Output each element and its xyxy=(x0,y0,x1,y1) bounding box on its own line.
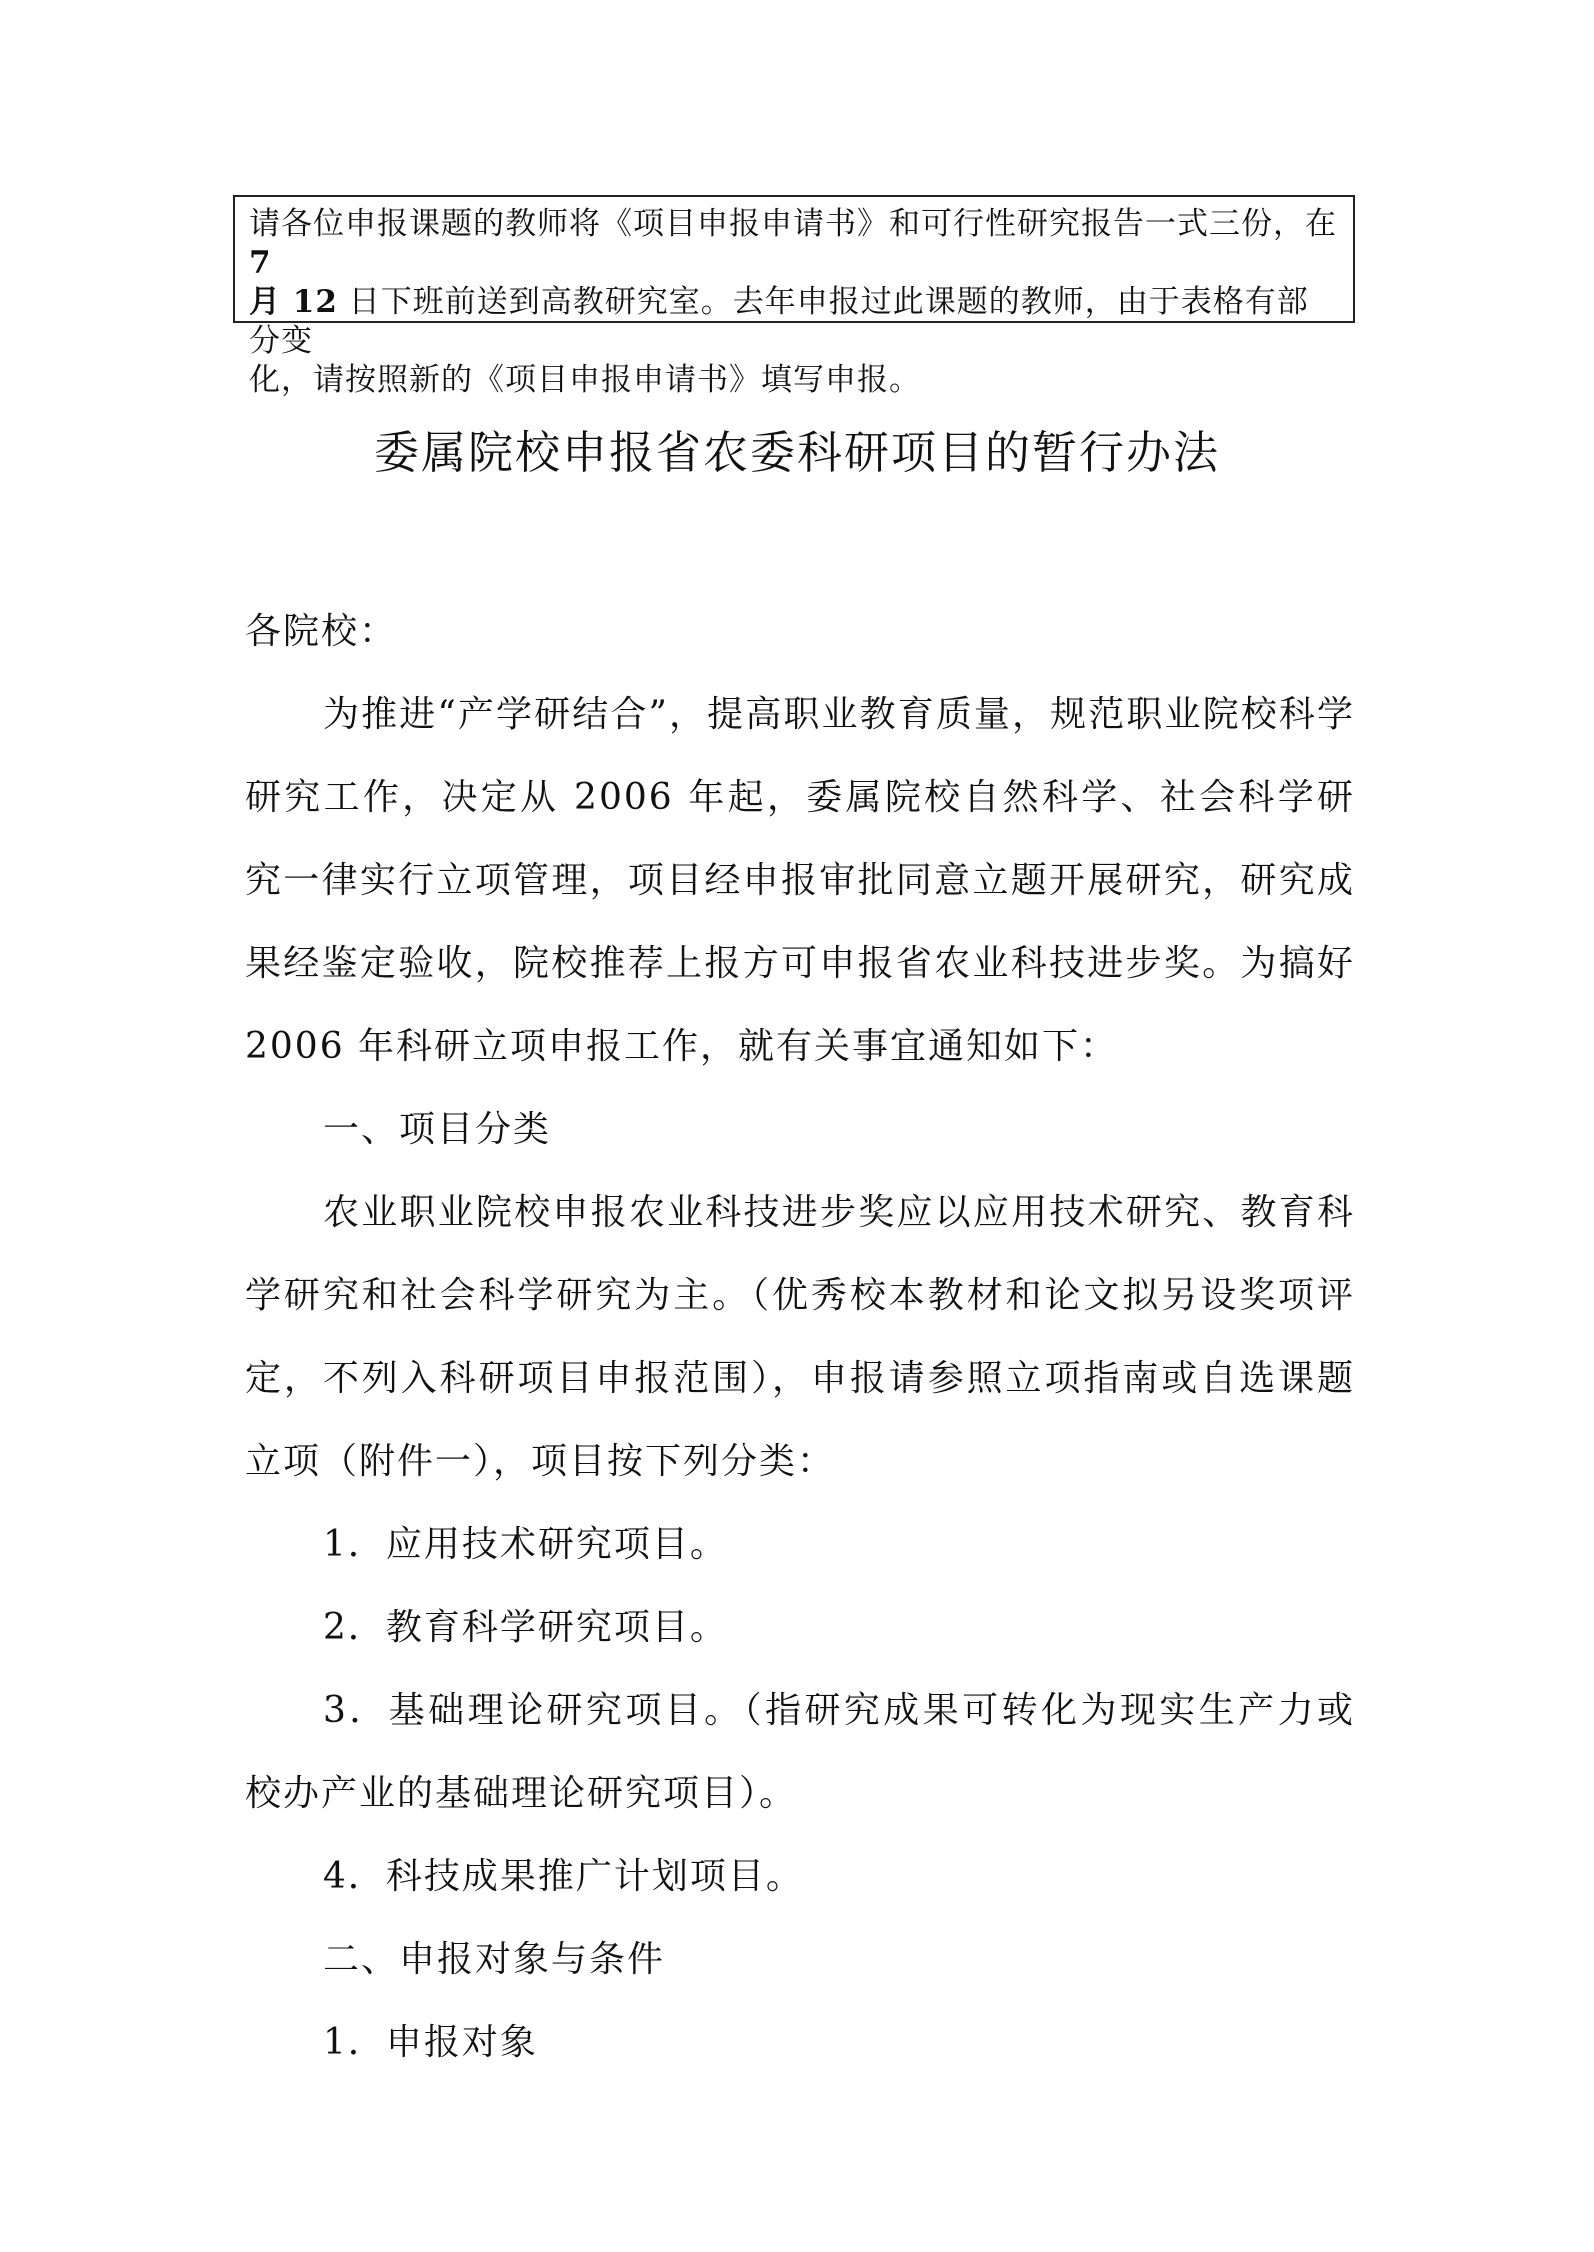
section2-item-1: 1．申报对象 xyxy=(323,2022,538,2063)
section2-heading: 二、申报对象与条件 xyxy=(323,1939,666,1980)
notice-line1: 请各位申报课题的教师将《项目申报申请书》和可行性研究报告一式三份，在 xyxy=(249,206,1337,242)
section1-item-4: 4．科技成果推广计划项目。 xyxy=(323,1856,804,1897)
notice-date-day: 月 12 xyxy=(249,284,338,320)
notice-line2: 日下班前送到高教研究室。去年申报过此课题的教师，由于表格有部分变 xyxy=(249,284,1309,359)
notice-line3: 化，请按照新的《项目申报申请书》填写申报。 xyxy=(249,362,921,398)
section1-item-2: 2．教育科学研究项目。 xyxy=(323,1607,728,1648)
intro-paragraph: 为推进“产学研结合”，提高职业教育质量，规范职业院校科学研究工作，决定从 2006 年起，委属院校自然科学、社会科学研究一律实行立项管理，项目经申报审批同意立题开展研究，研究成果经鉴定验收，院校推荐上报方可申报省农业科技进步奖。为搞好 2006 年科研立项申报工作，就有关事宜通知如下： xyxy=(245,694,1355,1067)
section1-body: 农业职业院校申报农业科技进步奖应以应用技术研究、教育科学研究和社会科学研究为主。（优秀校本教材和论文拟另设奖项评定，不列入科研项目申报范围），申报请参照立项指南或自选课题立项（附件一），项目按下列分类： xyxy=(245,1192,1355,1482)
section1-item-1: 1．应用技术研究项目。 xyxy=(323,1524,728,1565)
notice-box xyxy=(233,195,1355,398)
salutation: 各院校： xyxy=(245,611,398,652)
section1-heading: 一、项目分类 xyxy=(323,1109,552,1150)
document-title: 委属院校申报省农委科研项目的暂行办法 xyxy=(373,426,1220,479)
notice-date-month: 7 xyxy=(249,245,272,281)
section1-item-3: 3．基础理论研究项目。（指研究成果可转化为现实生产力或校办产业的基础理论研究项目）。 xyxy=(245,1690,1355,1814)
